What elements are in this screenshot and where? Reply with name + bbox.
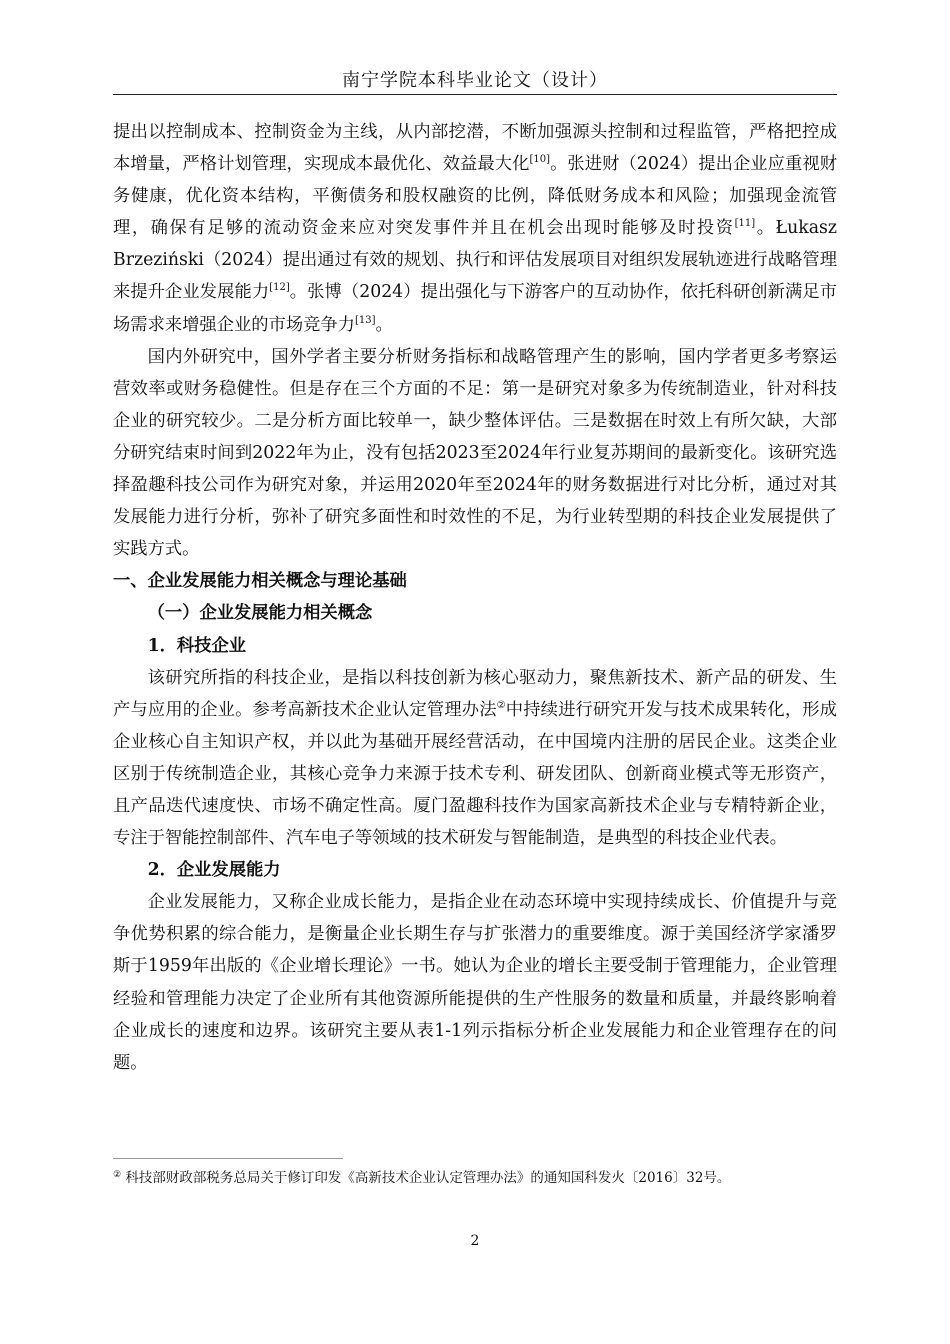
citation: [10] <box>529 154 550 166</box>
citation: [12] <box>269 282 290 294</box>
section-heading: 一、企业发展能力相关概念与理论基础 <box>113 571 407 592</box>
text-run: 提出以控制成本、控制资金为主线，从内部挖潜，不断加强源头控制和过程监管，严格把控成本增量，严格计划管理，实现成本最优化、效益最大化 <box>113 122 837 175</box>
text-run: 。张博（2024）提出强化与下游客户的互动协作，依托科研创新满足市场需求来增强企业的市场竞争力 <box>113 282 837 335</box>
footnote-marker: ② <box>113 1170 122 1180</box>
footnote-text: 科技部财政部税务总局关于修订印发《高新技术企业认定管理办法》的通知国科发火〔2016〕32号。 <box>121 1170 731 1186</box>
subsubsection-heading-development-capability: 2．企业发展能力 <box>147 860 281 881</box>
citation: [11] <box>734 218 756 230</box>
text-run: 。张进财（2024）提出企业应重视财务健康，优化资本结构，平衡债务和股权融资的比例，降低财务成本和风险；加强现金流管理，确保有足够的流动资金来应对突发事件并且在机会出现时能够及时投资 <box>113 154 837 239</box>
page-header-title: 南宁学院本科毕业论文（设计） <box>342 70 608 91</box>
footnote <box>113 1167 837 1190</box>
text-run: 该研究所指的科技企业，是指以科技创新为核心驱动力，聚焦新技术、新产品的研发、生产与应用的企业。参考高新技术企业认定管理办法 <box>113 667 837 720</box>
subsection-heading: （一）企业发展能力相关概念 <box>147 603 373 624</box>
paragraph-research-gap: 国内外研究中，国外学者主要分析财务指标和战略管理产生的影响，国内学者更多考察运营效率或财务稳健性。但是存在三个方面的不足：第一是研究对象多为传统制造业，针对科技企业的研究较少。二是分析方面比较单一，缺少整体评估。三是数据在时效上有所欠缺，大部分研究结束时间到2022年为止，没有包括2023至2024年行业复苏期间的最新变化。该研究选择盈趣科技公司作为研究对象，并运用2020年至2024年的财务数据进行对比分析，通过对其发展能力进行分析，弥补了研究多面性和时效性的不足，为行业转型期的科技企业发展提供了实践方式。 <box>113 346 837 560</box>
footnote-divider <box>113 1158 343 1159</box>
citation: [13] <box>354 314 376 326</box>
footnote-marker: ② <box>496 699 506 711</box>
text-run: 。 <box>375 314 393 335</box>
paragraph-continued <box>113 116 837 341</box>
paragraph-tech-enterprise <box>113 662 837 855</box>
text-run: 中持续进行研究开发与技术成果转化，形成企业核心自主知识产权，并以此为基础开展经营活动，在中国境内注册的居民企业。这类企业区别于传统制造企业，其核心竞争力来源于技术专利、研发团队、创新商业模式等无形资产，且产品迭代速度快、市场不确定性高。厦门盈趣科技作为国家高新技术企业与专精特新企业，专注于智能控制部件、汽车电子等领域的技术研发与智能制造，是典型的科技企业代表。 <box>113 699 837 849</box>
page-number: 2 <box>470 1233 480 1249</box>
header-divider <box>113 94 837 95</box>
subsubsection-heading-tech-enterprise: 1．科技企业 <box>147 635 247 656</box>
main-content <box>113 116 837 1079</box>
text-run: 。Łukasz Brzeziński（2024）提出通过有效的规划、执行和评估发展项目对组织发展轨迹进行战略管理来提升企业发展能力 <box>113 218 837 303</box>
paragraph-development-capability: 企业发展能力，又称企业成长能力，是指企业在动态环境中实现持续成长、价值提升与竞争优势积累的综合能力，是衡量企业长期生存与扩张潜力的重要维度。源于美国经济学家潘罗斯于1959年出版的《企业增长理论》一书。她认为企业的增长主要受制于管理能力，企业管理经验和管理能力决定了企业所有其他资源所能提供的生产性服务的数量和质量，并最终影响着企业成长的速度和边界。该研究主要从表1-1列示指标分析企业发展能力和企业管理存在的问题。 <box>113 892 837 1073</box>
